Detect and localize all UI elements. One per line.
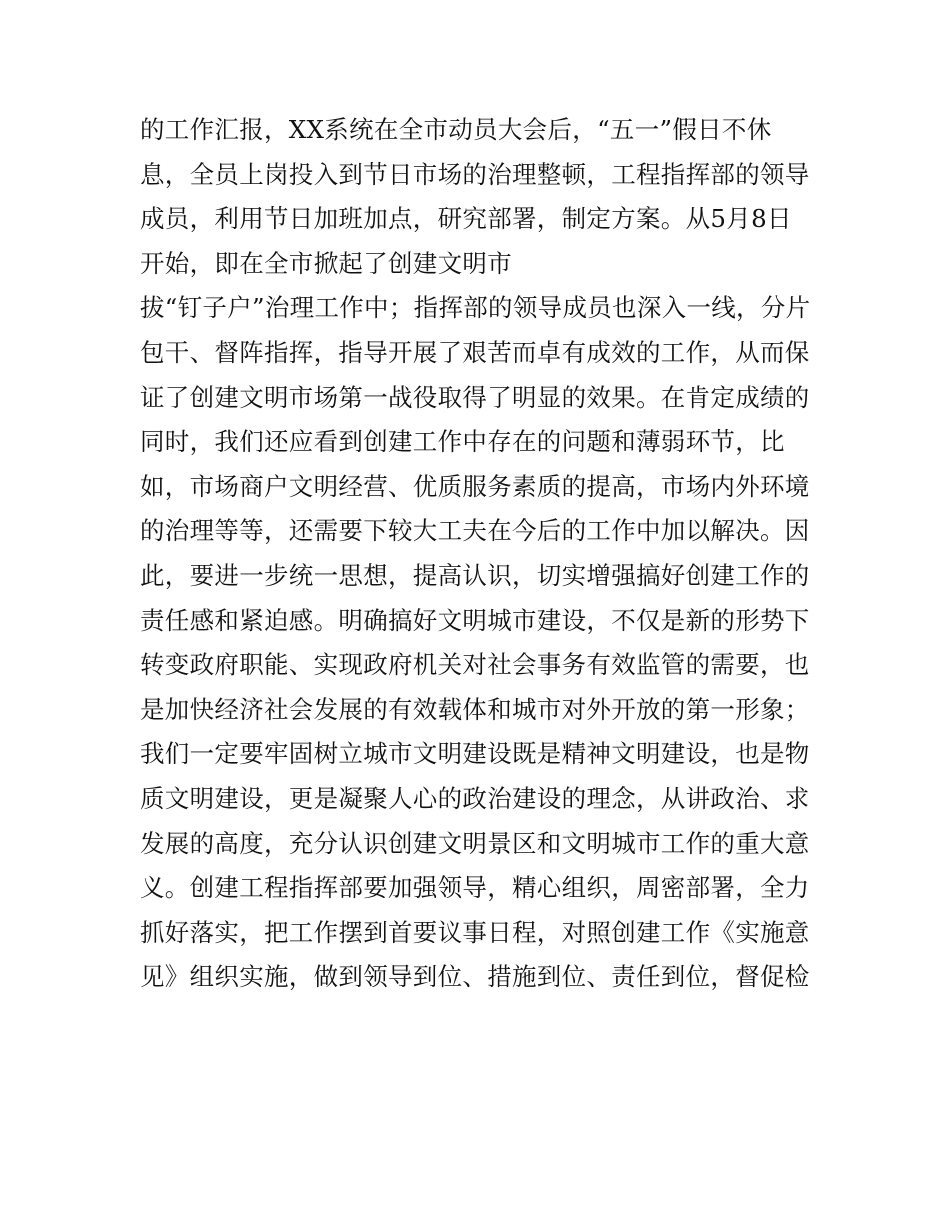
text-line: 成员，利用节日加班加点，研究部署，制定方案。从5月8日	[140, 204, 792, 234]
text-line: 责任感和紧迫感。明确搞好文明城市建设，不仅是新的形势下	[140, 605, 810, 635]
text-line: 的治理等等，还需要下较大工夫在今后的工作中加以解决。因	[140, 516, 810, 546]
text-line: 息，全员上岗投入到节日市场的治理整顿，工程指挥部的领导	[140, 159, 810, 189]
text-line: 证了创建文明市场第一战役取得了明显的效果。在肯定成绩的	[140, 382, 810, 412]
text-line: 转变政府职能、实现政府机关对社会事务有效监管的需要，也	[140, 650, 810, 680]
text-line: 义。创建工程指挥部要加强领导，精心组织，周密部署，全力	[140, 873, 810, 903]
text-line: 开始，即在全市掀起了创建文明市	[140, 248, 512, 278]
text-line: 发展的高度，充分认识创建文明景区和文明城市工作的重大意	[140, 828, 810, 858]
text-line: 抓好落实，把工作摆到首要议事日程，对照创建工作《实施意	[140, 917, 810, 947]
text-line: 质文明建设，更是凝聚人心的政治建设的理念，从讲政治、求	[140, 783, 810, 813]
text-line: 见》组织实施，做到领导到位、措施到位、责任到位，督促检	[140, 962, 810, 992]
text-line: 此，要进一步统一思想，提高认识，切实增强搞好创建工作的	[140, 560, 810, 590]
text-line: 如，市场商户文明经营、优质服务素质的提高，市场内外环境	[140, 471, 810, 501]
text-line: 拔“钉子户”治理工作中；指挥部的领导成员也深入一线，分片	[140, 293, 811, 323]
text-line: 包干、督阵指挥，指导开展了艰苦而卓有成效的工作，从而保	[140, 337, 810, 367]
text-line: 我们一定要牢固树立城市文明建设既是精神文明建设，也是物	[140, 739, 810, 769]
text-line: 是加快经济社会发展的有效载体和城市对外开放的第一形象；	[140, 694, 810, 724]
text-line: 同时，我们还应看到创建工作中存在的问题和薄弱环节，比	[140, 427, 785, 457]
text-line: 的工作汇报，XX系统在全市动员大会后，“五一”假日不休	[140, 115, 772, 144]
body-text	[140, 108, 820, 1000]
